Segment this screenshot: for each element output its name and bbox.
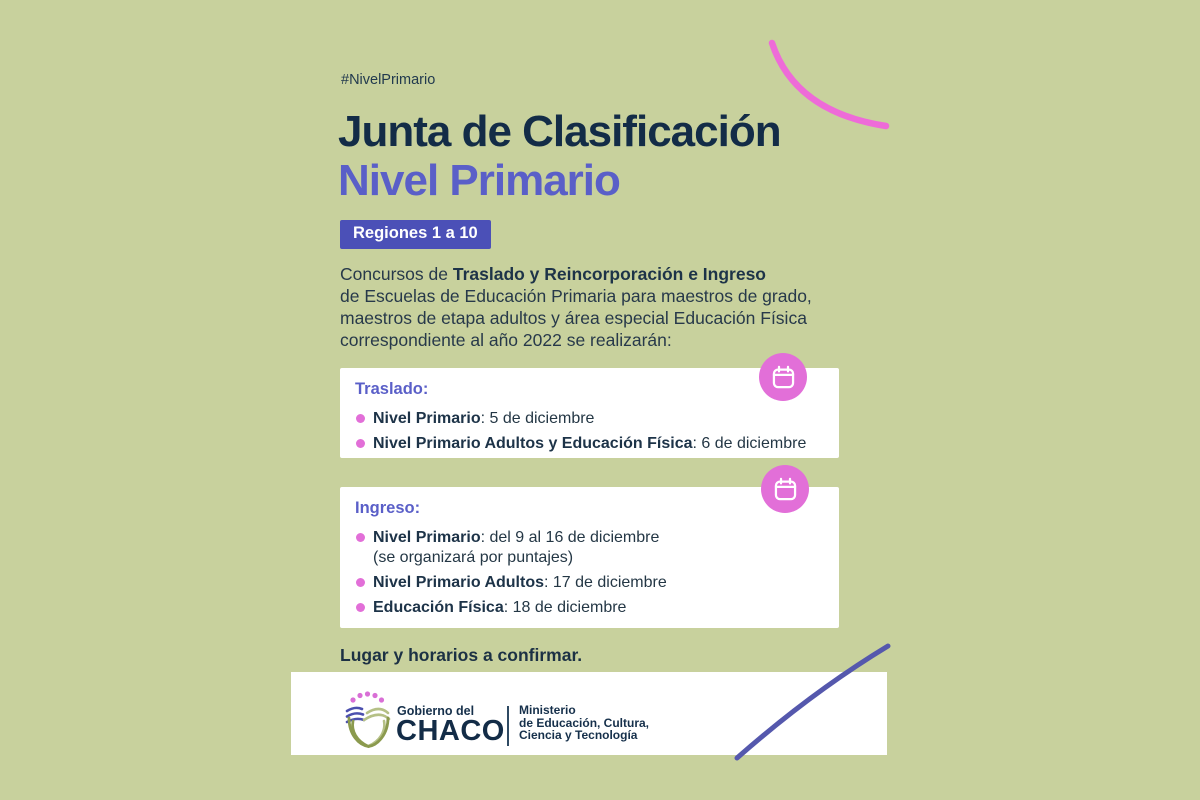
gobierno-del-label: Gobierno del: [397, 704, 475, 718]
intro-line-4: correspondiente al año 2022 se realizarán:: [340, 330, 672, 350]
intro-line-3: maestros de etapa adultos y área especial Educación Física: [340, 308, 807, 328]
bullet-dot: [356, 578, 365, 587]
intro-line1-bold: Traslado y Reincorporación e Ingreso: [452, 264, 766, 284]
card-heading-ingreso: Ingreso:: [355, 499, 421, 517]
schedule-item: [355, 570, 829, 595]
item-value: : 5 de diciembre: [480, 410, 595, 427]
footer-bar: [291, 672, 887, 755]
schedule-item: [355, 406, 829, 431]
pink-curve: [772, 43, 886, 126]
bullet-dot: [356, 603, 365, 612]
bullet-dot: [356, 414, 365, 423]
chaco-label: CHACO: [396, 715, 505, 747]
intro-line1-prefix: Concursos de: [340, 264, 453, 284]
schedule-card-ingreso: [340, 487, 839, 628]
flyer-title: Junta de Clasificación: [338, 107, 781, 156]
schedule-item-text: [373, 570, 667, 595]
calendar-icon: [772, 476, 799, 503]
ministry-label: [519, 704, 649, 742]
schedule-item: [355, 431, 829, 456]
flyer-subtitle: Nivel Primario: [338, 156, 620, 205]
item-value: : 18 de diciembre: [503, 599, 627, 616]
schedule-item-text: [373, 406, 594, 431]
ministry-line-1: Ministerio: [519, 703, 576, 717]
confirm-note: Lugar y horarios a confirmar.: [340, 645, 583, 665]
item-value: : 17 de diciembre: [544, 574, 667, 591]
item-label: Nivel Primario: [373, 410, 481, 427]
footer-divider: [507, 706, 509, 746]
item-label: Educación Física: [373, 599, 504, 616]
intro-paragraph: [340, 263, 860, 351]
calendar-icon-badge: [759, 353, 807, 401]
item-value: : 6 de diciembre: [692, 435, 807, 452]
hashtag-label: #NivelPrimario: [341, 72, 436, 88]
calendar-icon-badge: [761, 465, 809, 513]
bullet-dot: [356, 439, 365, 448]
ministry-line-2: de Educación, Cultura,: [519, 715, 650, 730]
schedule-item-text: [373, 431, 806, 456]
intro-line-2: de Escuelas de Educación Primaria para maestros de grado,: [340, 286, 812, 306]
item-label: Nivel Primario: [373, 529, 481, 546]
item-label: Nivel Primario Adultos y Educación Física: [373, 435, 693, 452]
regions-badge: Regiones 1 a 10: [340, 220, 491, 249]
item-note: (se organizará por puntajes): [373, 549, 574, 566]
intro-line-1: [340, 263, 860, 285]
schedule-item-text: [373, 595, 626, 620]
item-label: Nivel Primario Adultos: [373, 574, 544, 591]
chaco-logo-icon: [341, 687, 395, 751]
item-value: : del 9 al 16 de diciembre: [480, 529, 660, 546]
schedule-item: [355, 595, 829, 620]
logo-pink-dots: [350, 691, 384, 702]
bullet-dot: [356, 533, 365, 542]
logo-light-leaves: [364, 709, 389, 746]
card-heading-traslado: Traslado:: [355, 380, 429, 398]
calendar-icon: [770, 364, 797, 391]
ministry-line-3: Ciencia y Tecnología: [519, 728, 638, 742]
